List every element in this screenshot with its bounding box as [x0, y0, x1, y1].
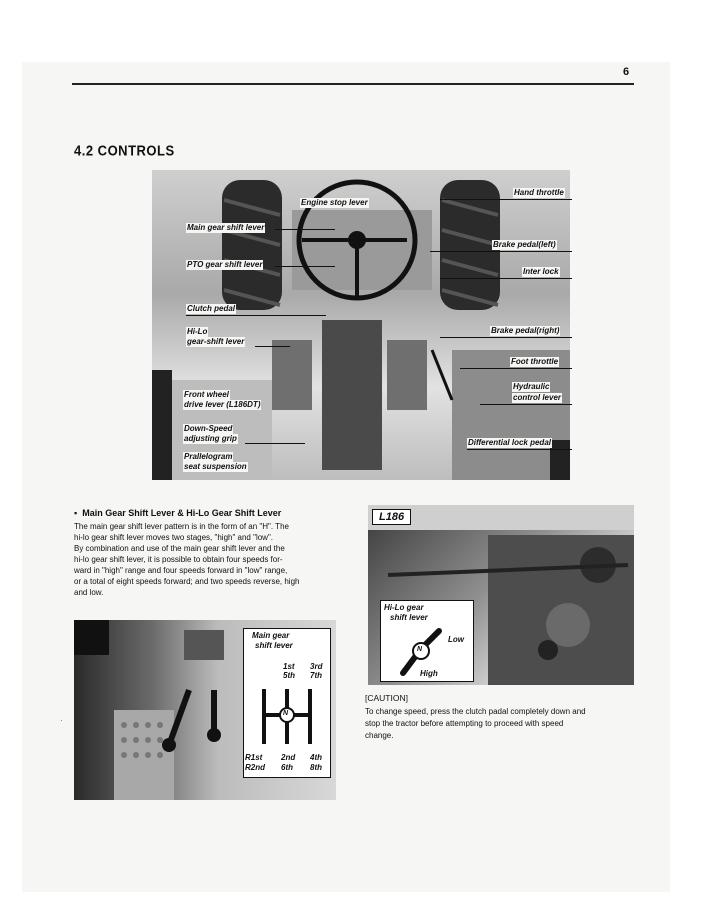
gear-r2nd: R2nd — [245, 763, 265, 772]
gear-2nd: 2nd — [281, 753, 296, 762]
gear-section-line: and low. — [74, 588, 104, 597]
gear-r1st: R1st — [245, 753, 263, 762]
gear-section-heading — [74, 508, 281, 518]
gear-1st: 1st — [283, 662, 295, 671]
label-parallelogram-line2: seat suspension — [184, 462, 247, 471]
label-brake-pedal-left: Brake pedal(left) — [493, 240, 556, 249]
gear-section-heading-text: Main Gear Shift Lever & Hi-Lo Gear Shift Lever — [82, 508, 282, 518]
leader-line — [275, 266, 335, 267]
label-hi-lo-line2: gear-shift lever — [187, 337, 245, 346]
gear-section-line: The main gear shift lever pattern is in the form of an "H". The — [74, 522, 289, 531]
leader-line — [467, 449, 572, 450]
hi-lo-low-label: Low — [448, 635, 464, 644]
page-number: 6 — [623, 66, 630, 78]
leader-line — [440, 337, 572, 338]
label-hydraulic-line2: control lever — [513, 393, 562, 402]
leader-line — [245, 443, 305, 444]
caution-line: To change speed, press the clutch padal completely down and — [365, 707, 586, 716]
leader-line — [255, 346, 290, 347]
hi-lo-inset-title-2: shift lever — [390, 613, 428, 622]
model-badge: L186 — [372, 509, 411, 525]
label-front-wheel-line1: Front wheel — [184, 390, 229, 399]
gear-section-line: By combination and use of the main gear shift lever and the — [74, 544, 285, 553]
label-front-wheel-line2: drive lever (L186DT) — [184, 400, 261, 409]
leader-line — [430, 251, 572, 252]
gear-section-line: hi-lo gear shift lever moves two stages, "high" and "low". — [74, 533, 274, 542]
edge-mark: · — [60, 716, 63, 725]
label-differential-lock-pedal: Differential lock pedal — [468, 438, 551, 447]
label-parallelogram-line1: Prallelogram — [184, 452, 233, 461]
hi-lo-inset-title-1: Hi-Lo gear — [384, 603, 424, 612]
leader-line — [480, 404, 572, 405]
leader-line — [275, 229, 335, 230]
caution-title: [CAUTION] — [365, 693, 408, 703]
label-hi-lo-line1: Hi-Lo — [187, 327, 208, 336]
gear-section-line: ward in "high" range and four speeds forward in "low" range, — [74, 566, 288, 575]
label-engine-stop-lever: Engine stop lever — [301, 198, 368, 207]
leader-line — [186, 315, 326, 316]
gear-3rd: 3rd — [310, 662, 323, 671]
gear-4th: 4th — [310, 753, 322, 762]
label-main-gear-shift-lever: Main gear shift lever — [187, 223, 265, 232]
shift-pattern-title-1: Main gear — [252, 631, 290, 640]
gear-6th: 6th — [281, 763, 293, 772]
caution-line: stop the tractor before attempting to proceed with speed — [365, 719, 564, 728]
section-title: 4.2 CONTROLS — [74, 141, 175, 160]
gear-7th: 7th — [310, 671, 322, 680]
bullet-marker: ▪ — [74, 508, 78, 518]
label-foot-throttle: Foot throttle — [511, 357, 559, 366]
gear-section-line: hi-lo gear shift lever, it is possible to obtain four speeds for- — [74, 555, 283, 564]
hi-lo-high-label: High — [420, 669, 438, 678]
caution-line: change. — [365, 731, 394, 740]
label-brake-pedal-right: Brake pedal(right) — [491, 326, 560, 335]
label-inter-lock: Inter lock — [523, 267, 559, 276]
label-hand-throttle: Hand throttle — [514, 188, 564, 197]
leader-line — [460, 368, 572, 369]
label-down-speed-line1: Down-Speed — [184, 424, 233, 433]
gear-neutral: N — [283, 710, 289, 717]
gear-section-line: or a total of eight speeds forward; and two speeds reverse, high — [74, 577, 300, 586]
label-hydraulic-line1: Hydraulic — [513, 382, 550, 391]
shift-pattern-title-2: shift lever — [255, 641, 293, 650]
hi-lo-neutral-label: N — [417, 646, 423, 653]
label-pto-gear-shift-lever: PTO gear shift lever — [187, 260, 263, 269]
header-rule — [72, 83, 634, 85]
leader-line — [440, 278, 572, 279]
label-clutch-pedal: Clutch pedal — [187, 304, 236, 313]
label-down-speed-line2: adjusting grip — [184, 434, 237, 443]
gear-5th: 5th — [283, 671, 295, 680]
gear-8th: 8th — [310, 763, 322, 772]
leader-line — [440, 199, 572, 200]
